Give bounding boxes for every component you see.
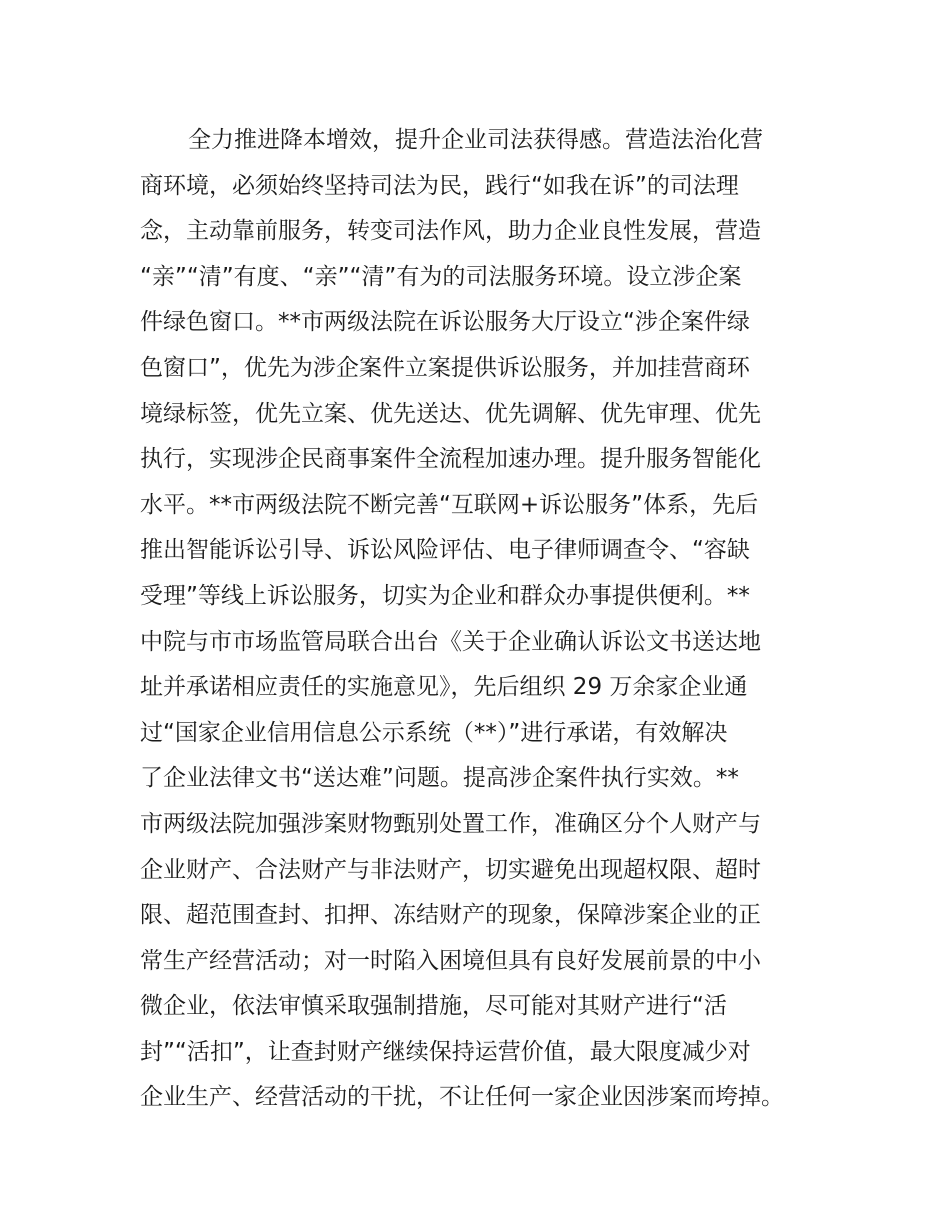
paragraph-line: 过“国家企业信用信息公示系统（**）”进行承诺，有效解决 bbox=[140, 719, 728, 746]
paragraph-line: 色窗口”，优先为涉企案件立案提供诉讼服务，并加挂营商环 bbox=[140, 354, 750, 381]
paragraph-line: “亲”“清”有度、“亲”“清”有为的司法服务环境。设立涉企案 bbox=[140, 263, 742, 290]
body-paragraph bbox=[140, 118, 820, 1121]
paragraph-line: 封”“活扣”，让查封财产继续保持运营价值，最大限度减少对 bbox=[140, 1038, 751, 1065]
paragraph-line: 执行，实现涉企民商事案件全流程加速办理。提升服务智能化 bbox=[140, 446, 761, 473]
paragraph-line: 企业财产、合法财产与非法财产，切实避免出现超权限、超时 bbox=[140, 856, 761, 883]
paragraph-line: 了企业法律文书“送达难”问题。提高涉企案件执行实效。** bbox=[140, 765, 739, 792]
paragraph-line: 水平。**市两级法院不断完善“互联网+诉讼服务”体系，先后 bbox=[140, 491, 759, 518]
paragraph-line: 全力推进降本增效，提升企业司法获得感。营造法治化营 bbox=[188, 127, 763, 153]
paragraph-line: 推出智能诉讼引导、诉讼风险评估、电子律师调查令、“容缺 bbox=[140, 537, 750, 564]
paragraph-line: 受理”等线上诉讼服务，切实为企业和群众办事提供便利。** bbox=[140, 582, 750, 609]
paragraph-line: 念，主动靠前服务，转变司法作风，助力企业良性发展，营造 bbox=[140, 218, 761, 245]
paragraph-line: 常生产经营活动；对一时陷入困境但具有良好发展前景的中小 bbox=[140, 947, 761, 974]
paragraph-line: 商环境，必须始终坚持司法为民，践行“如我在诉”的司法理 bbox=[140, 172, 739, 199]
paragraph-line: 件绿色窗口。**市两级法院在诉讼服务大厅设立“涉企案件绿 bbox=[140, 309, 750, 336]
paragraph-line: 微企业，依法审慎采取强制措施，尽可能对其财产进行“活 bbox=[140, 993, 727, 1020]
paragraph-line: 限、超范围查封、扣押、冻结财产的现象，保障涉案企业的正 bbox=[140, 902, 761, 929]
paragraph-line: 址并承诺相应责任的实施意见》，先后组织 29 万余家企业通 bbox=[140, 674, 748, 701]
paragraph-line: 市两级法院加强涉案财物甄别处置工作，准确区分个人财产与 bbox=[140, 810, 761, 837]
paragraph-line: 境绿标签，优先立案、优先送达、优先调解、优先审理、优先 bbox=[140, 400, 761, 427]
paragraph-line: 企业生产、经营活动的干扰，不让任何一家企业因涉案而垮掉。 bbox=[140, 1084, 784, 1111]
paragraph-line: 中院与市市场监管局联合出台《关于企业确认诉讼文书送达地 bbox=[140, 628, 761, 655]
